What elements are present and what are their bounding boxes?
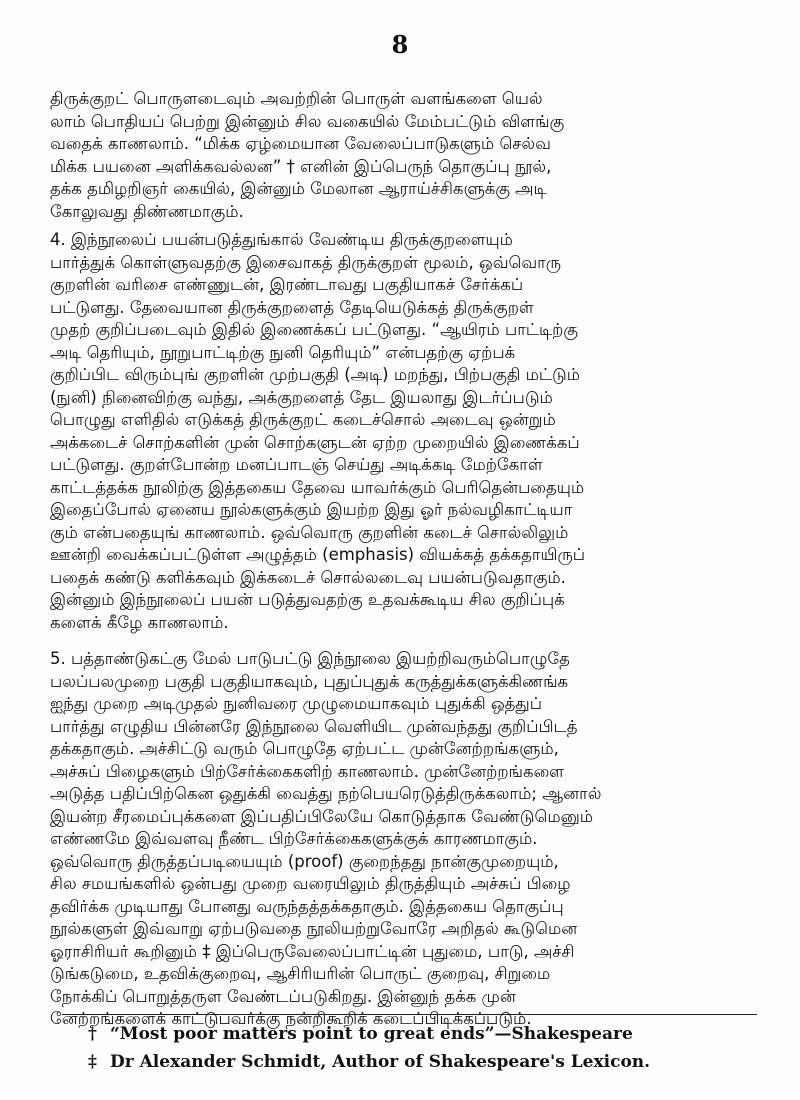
- dagger-mark: †: [88, 1024, 97, 1044]
- text-line: காட்டத்தக்க நூலிற்கு இத்தகைய தேவை யாவர்க்கும் பெரிதென்பதையும்: [50, 477, 585, 497]
- text-line: பதைக் கண்டு களிக்கவும் இக்கடைச் சொல்லடைவு பயன்படுவதாகும்.: [50, 567, 566, 587]
- footnote-text: “Most poor matters point to great ends”—Shakespeare: [110, 1024, 633, 1044]
- text-line: 5. பத்தாண்டுகட்கு மேல் பாடுபட்டு இந்நூலை இயற்றிவரும்பொழுதே: [50, 649, 570, 668]
- text-line: அடுத்த பதிப்பிற்கென ஒதுக்கி வைத்து நற்பெயரெடுத்திருக்கலாம்; ஆனால்: [50, 784, 602, 803]
- text-line: பொழுது எளிதில் எடுக்கத் திருக்குறட் கடைச்சொல் அடைவு ஒன்றும்: [50, 410, 556, 429]
- text-line: இதைப்போல் ஏனைய நூல்களுக்கும் இயற்ற இது ஓர் நல்வழிகாட்டியா: [50, 500, 573, 519]
- text-line: பட்டுளது. குறள்போன்ற மனப்பாடஞ் செய்து அடிக்கடி மேற்கோள்: [50, 455, 543, 474]
- text-line: தக்க தமிழறிஞர் கையில், இன்னும் மேலான ஆராய்ச்சிகளுக்கு அடி: [50, 179, 547, 198]
- page-number: 8: [391, 30, 409, 59]
- text-line: களைக் கீழே காணலாம்.: [50, 612, 229, 632]
- text-line: னேற்றங்களைக் காட்டுபவர்க்கு நன்றிகூறிக் கடைப்பிடிக்கப்படும்.: [50, 1009, 532, 1028]
- text-line: ஐந்து முறை அடிமுதல் நுனிவரை முழுமையாகவும் புதுக்கி ஒத்துப்: [50, 694, 542, 713]
- text-line: திருக்குறட் பொருளடைவும் அவற்றின் பொருள் வளங்களை யெல்: [50, 89, 543, 108]
- text-line: கோலுவது திண்ணமாகும்.: [50, 201, 244, 221]
- text-line: டுங்கடுமை, உதவிக்குறைவு, ஆசிரியரின் பொருட் குறைவு, சிறுமை: [50, 964, 551, 983]
- text-line: பார்த்து எழுதிய பின்னரே இந்நூலை வெளியிட முன்வந்தது குறிப்பிடத்: [50, 716, 578, 736]
- text-line: லாம் பொதியப் பெற்று இன்னும் சில வகையில் மேம்பட்டும் விளங்கு: [50, 111, 565, 131]
- text-line: நூல்களுள் இவ்வாறு ஏற்படுவதை நூலியற்றுவோரே அறிதல் கூடுமென: [50, 919, 578, 938]
- text-line: கும் என்பதையுங் காணலாம். ஒவ்வொரு குறளின் கடைச் சொல்லிலும்: [50, 522, 569, 542]
- text-line: மிக்க பயனை அளிக்கவல்லன” † எனின் இப்பெருந் தொகுப்பு நூல்,: [50, 156, 552, 176]
- text-line: ஊன்றி வைக்கப்பட்டுள்ள அழுத்தம் (emphasis) வியக்கத் தக்கதாயிருப்: [50, 545, 586, 564]
- text-line: முதற் குறிப்படைவும் இதில் இணைக்கப் பட்டுளது. “ஆயிரம் பாட்டிற்கு: [50, 320, 578, 339]
- text-line: சில சமயங்களில் ஒன்பது முறை வரையிலும் திருத்தியும் அச்சுப் பிழை: [50, 874, 571, 893]
- text-line: பார்த்துக் கொள்ளுவதற்கு இசைவாகத் திருக்குறள் மூலம், ஒவ்வொரு: [50, 252, 562, 272]
- footnote-dagger: [88, 1020, 768, 1048]
- text-line: குறளின் வரிசை எண்ணுடன், இரண்டாவது பகுதியாகச் சேர்க்கப்: [50, 275, 524, 294]
- text-line: நோக்கிப் பொறுத்தருள வேண்டப்படுகிறது. இன்னுந் தக்க முன்: [50, 986, 516, 1006]
- text-line: ஒவ்வொரு திருத்தப்படியையும் (proof) குறைந்தது நான்குமுறையும்,: [50, 851, 559, 871]
- text-line: தக்கதாகும். அச்சிட்டு வரும் பொழுதே ஏற்பட்ட முன்னேற்றங்களும்,: [50, 739, 559, 758]
- text-line: தவிர்க்க முடியாது போனது வருந்தத்தக்கதாகும். இத்தகைய தொகுப்பு: [50, 896, 564, 916]
- text-line: அச்சுப் பிழைகளும் பிற்சேர்க்கைகளிற் காணலாம். முன்னேற்றங்களை: [50, 761, 565, 781]
- text-line: ஓராசிரியர் கூறினும் ‡ இப்பெருவேலைப்பாட்டின் புதுமை, பாடு, அச்சி: [50, 941, 575, 961]
- text-line: பலப்பலமுறை பகுதி பகுதியாகவும், புதுப்புதுக் கருத்துக்களுக்கிணங்க: [50, 671, 569, 691]
- footnotes: [88, 1020, 768, 1076]
- double-dagger-mark: ‡: [88, 1052, 97, 1072]
- text-line: பட்டுளது. தேவையான திருக்குறளைத் தேடியெடுக்கத் திருக்குறள்: [50, 297, 534, 317]
- footnote-double-dagger: [88, 1048, 768, 1076]
- text-line: இன்னும் இந்நூலைப் பயன் படுத்துவதற்கு உதவக்கூடிய சில குறிப்புக்: [50, 590, 565, 609]
- paragraph-4: [50, 229, 755, 634]
- text-line: இயன்ற சீரமைப்புக்களை இப்பதிப்பிலேயே கொடுத்தாக வேண்டுமெனும்: [50, 806, 594, 826]
- text-line: 4. இந்நூலைப் பயன்படுத்துங்கால் வேண்டிய திருக்குறளையும்: [50, 230, 513, 249]
- text-line: அக்கடைச் சொற்களின் முன் சொற்களுடன் ஏற்ற முறையில் இணைக்கப்: [50, 432, 580, 452]
- text-line: அடி தெரியும், நூறுபாட்டிற்கு நுனி தெரியும்” என்பதற்கு ஏற்பக்: [50, 342, 516, 362]
- footnote-text: Dr Alexander Schmidt, Author of Shakespeare's Lexicon.: [110, 1052, 651, 1072]
- paragraph-intro: [50, 88, 755, 223]
- footnote-divider: [62, 1014, 757, 1015]
- text-line: குறிப்பிட விரும்புங் குறளின் முற்பகுதி (அடி) மறந்து, பிற்பகுதி மட்டும்: [50, 365, 581, 384]
- text-line: வதைக் காணலாம். “மிக்க ஏழ்மையான வேலைப்பாடுகளும் செல்வ: [50, 134, 551, 153]
- text-line: எண்ணமே இவ்வளவு நீண்ட பிற்சேர்க்கைகளுக்குக் காரணமாகும்.: [50, 829, 538, 848]
- paragraph-5: [50, 648, 755, 1031]
- text-line: (நுனி) நினைவிற்கு வந்து, அக்குறளைத் தேட இயலாது இடர்ப்படும்: [50, 387, 553, 407]
